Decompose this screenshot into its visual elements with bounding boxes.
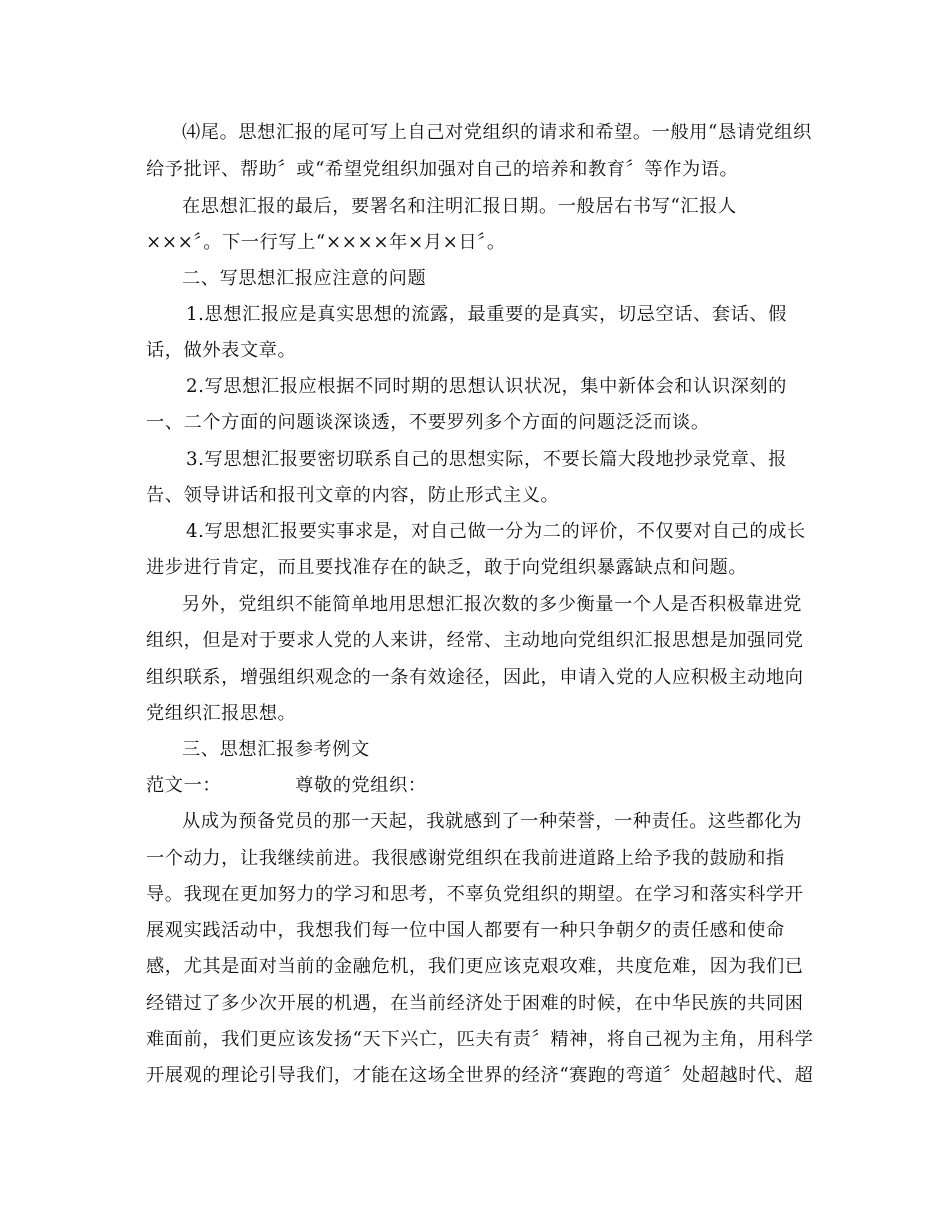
- salutation: 尊敬的党组织：: [295, 775, 427, 796]
- text-line: 从成为预备党员的那一天起，我就感到了一种荣誉，一种责任。这些都化为: [182, 811, 802, 832]
- text-line: 给予批评、帮助〞或“希望党组织加强对自己的培养和教育〞等作为语。: [146, 159, 739, 180]
- text-line: 进步进行肯定，而且要找准存在的缺乏，敢于向党组织暴露缺点和问题。: [146, 557, 748, 578]
- text-line: 导。我现在更加努力的学习和思考，不辜负党组织的期望。在学习和落实科学开: [146, 884, 804, 905]
- text-line: 感，尤其是面对当前的金融危机，我们更应该克艰攻难，共度危难，因为我们已: [146, 956, 804, 977]
- section-heading: 二、写思想汇报应注意的问题: [182, 268, 427, 289]
- example-label: 范文一：: [146, 775, 222, 796]
- text-line: 难面前，我们更应该发扬“天下兴亡，匹夫有责〞精神，将自己视为主角，用科学: [146, 1029, 814, 1050]
- text-line: 2.写思想汇报应根据不同时期的思想认识状况，集中新体会和认识深刻的: [186, 376, 787, 397]
- text-line: 组织，但是对于要求人党的人来讲，经常、主动地向党组织汇报思想是加强同党: [146, 630, 804, 651]
- text-line: ×××〞。下一行写上“××××年×月×日〞。: [146, 232, 506, 253]
- text-line: 一、二个方面的问题谈深谈透，不要罗列多个方面的问题泛泛而谈。: [146, 412, 710, 433]
- example-title-line: [146, 769, 427, 803]
- text-line: 组织联系，增强组织观念的一条有效途径，因此，申请入党的人应积极主动地向: [146, 667, 804, 688]
- text-line: 经错过了多少次开展的机遇，在当前经济处于困难的时候，在中华民族的共同困: [146, 993, 804, 1014]
- text-line: 话，做外表文章。: [146, 340, 297, 361]
- text-line: 党组织汇报思想。: [146, 703, 297, 724]
- text-line: 开展观的理论引导我们，才能在这场全世界的经济“赛跑的弯道〞处超越时代、超: [146, 1065, 814, 1086]
- text-line: 3.写思想汇报要密切联系自己的思想实际，不要长篇大段地抄录党章、报: [186, 449, 787, 470]
- text-line: 展观实践活动中，我想我们每一位中国人都要有一种只争朝夕的责任感和使命: [146, 920, 785, 941]
- text-line: 在思想汇报的最后，要署名和注明汇报日期。一般居右书写“汇报人: [182, 196, 737, 217]
- text-line: ⑷尾。思想汇报的尾可写上自己对党组织的请求和希望。一般用“恳请党组织: [182, 122, 812, 143]
- text-line: 一个动力，让我继续前进。我很感谢党组织在我前进道路上给予我的鼓励和指: [146, 848, 785, 869]
- text-line: 告、领导讲话和报刊文章的内容，防止形式主义。: [146, 485, 560, 506]
- section-heading: 三、思想汇报参考例文: [182, 739, 370, 760]
- text-line: 另外，党组织不能简单地用思想汇报次数的多少衡量一个人是否积极靠进党: [182, 594, 802, 615]
- text-line: 1.思想汇报应是真实思想的流露，最重要的是真实，切忌空话、套话、假: [186, 304, 787, 325]
- text-line: 4.写思想汇报要实事求是，对自己做一分为二的评价，不仅要对自己的成长: [186, 521, 806, 542]
